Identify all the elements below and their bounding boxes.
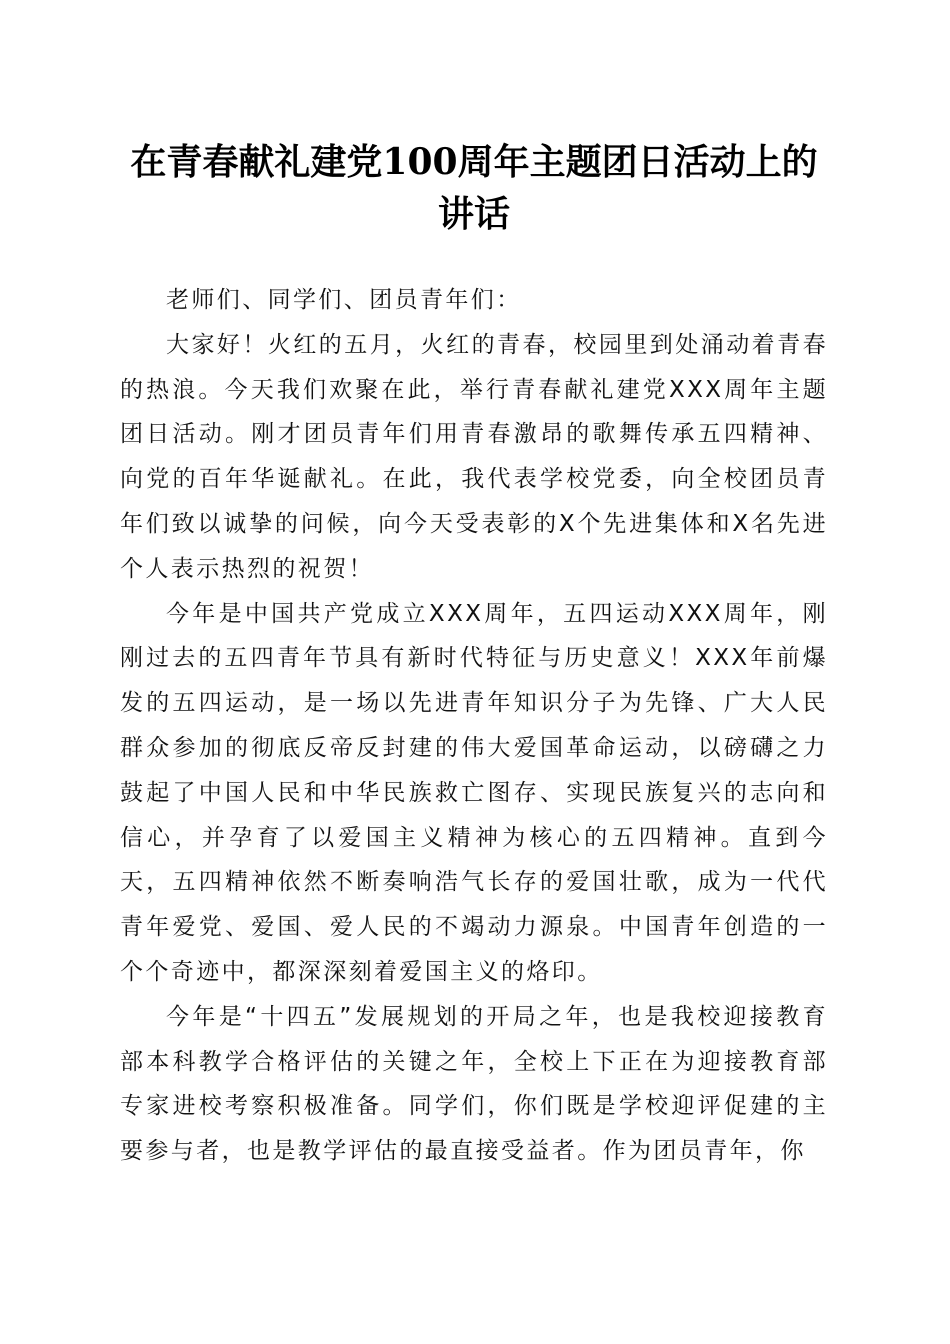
- document-body: [120, 278, 828, 1174]
- paragraph-1: 大家好！火红的五月，火红的青春，校园里到处涌动着青春的热浪。今天我们欢聚在此，举行青春献礼建党XXX周年主题团日活动。刚才团员青年们用青春激昂的歌舞传承五四精神、向党的百年华诞献礼。在此，我代表学校党委，向全校团员青年们致以诚挚的问候，向今天受表彰的X个先进集体和X名先进个人表示热烈的祝贺！: [120, 331, 828, 582]
- paragraph-3: 今年是“十四五”发展规划的开局之年，也是我校迎接教育部本科教学合格评估的关键之年，全校上下正在为迎接教育部专家进校考察积极准备。同学们，你们既是学校迎评促建的主要参与者，也是教学评估的最直接受益者。作为团员青年，你: [120, 1003, 828, 1165]
- salutation: 老师们、同学们、团员青年们：: [166, 287, 522, 313]
- paragraph-2: 今年是中国共产党成立XXX周年，五四运动XXX周年，刚刚过去的五四青年节具有新时代特征与历史意义！XXX年前爆发的五四运动，是一场以先进青年知识分子为先锋、广大人民群众参加的彻底反帝反封建的伟大爱国革命运动，以磅礴之力鼓起了中国人民和中华民族救亡图存、实现民族复兴的志向和信心，并孕育了以爱国主义精神为核心的五四精神。直到今天，五四精神依然不断奏响浩气长存的爱国壮歌，成为一代代青年爱党、爱国、爱人民的不竭动力源泉。中国青年创造的一个个奇迹中，都深深刻着爱国主义的烙印。: [120, 600, 828, 985]
- document-title: 在青春献礼建党100周年主题团日活动上的讲话: [130, 141, 818, 235]
